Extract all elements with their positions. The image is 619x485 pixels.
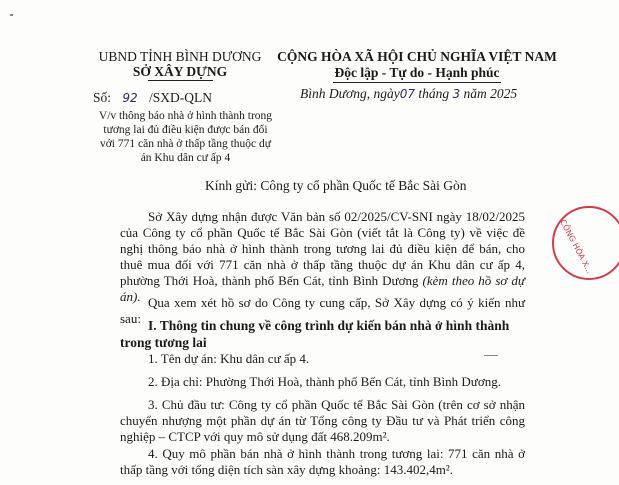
nation-title: CỘNG HÒA XÃ HỘI CHỦ NGHĨA VIỆT NAM — [277, 49, 557, 64]
scan-speck — [484, 355, 498, 356]
document-subject: V/v thông báo nhà ở hình thành trong tương lai đủ điều kiện được bán đối với 771 căn nhà ở thấp tầng thuộc dự án Khu dân cư ấp 4 — [98, 110, 273, 164]
date-day-handwritten: 07 — [399, 87, 415, 101]
stamp-text: CÔNG HÒA X... — [558, 218, 595, 276]
date-month-handwritten: 3 — [452, 87, 461, 101]
list-item-1: 1. Tên dự án: Khu dân cư ấp 4. — [148, 351, 310, 366]
list-item-3: 3. Chủ đầu tư: Công ty cổ phần Quốc tế Bắc Sài Gòn (trên cơ sở nhận chuyển nhượng một phần dự án từ Tổng công ty Đầu tư và Phát triển công nghiệp – CTCP với quy mô sử dụng đất 468.209m². — [120, 397, 525, 444]
date-line — [300, 86, 517, 102]
agency-parent: UBND TỈNH BÌNH DƯƠNG — [98, 49, 262, 64]
section-heading-1: I. Thông tin chung về công trình dự kiến bán nhà ở hình thành trong tương lai — [120, 318, 510, 350]
list-item-2: 2. Địa chỉ: Phường Thới Hoà, thành phố Bến Cát, tỉnh Bình Dương. — [148, 374, 501, 389]
scan-speck — [10, 14, 13, 16]
agency-name: SỞ XÂY DỰNG — [132, 64, 228, 79]
number-suffix: /SXD-QLN — [149, 90, 213, 105]
number-prefix: Số: — [93, 90, 112, 105]
date-year: năm 2025 — [463, 86, 518, 101]
paragraph-1 — [120, 209, 525, 305]
paragraph-2: Qua xem xét hồ sơ do Công ty cung cấp, Sở Xây dựng có ý kiến như sau: — [120, 295, 525, 326]
document-number — [93, 90, 212, 106]
number-handwritten: 92 — [122, 91, 138, 105]
motto: Độc lập - Tự do - Hạnh phúc — [334, 65, 500, 80]
list-item-4: 4. Quy mô phần bán nhà ở hình thành trong tương lai: 771 căn nhà ở thấp tầng với tổng diện tích sàn xây dựng khoảng: 143.402,4m². — [120, 446, 525, 477]
paragraph-1-italic: (kèm theo hồ sơ dự án). — [120, 273, 526, 304]
date-month-label: tháng — [418, 86, 450, 101]
date-place: Bình Dương, ngày — [300, 86, 400, 101]
greeting: Kính gửi: Công ty cổ phần Quốc tế Bắc Sài Gòn — [205, 178, 467, 193]
agency-underline — [148, 80, 213, 81]
paragraph-1-text: Sở Xây dựng nhận được Văn bản số 02/2025/CV-SNI ngày 18/02/2025 của Công ty cổ phần Quốc tế Bắc Sài Gòn (viết tắt là Công ty) về việc đề nghị thông báo nhà ở hình thành trong tương lai đủ điều kiện để bán, cho thuê mua đối với 771 căn nhà ở thấp tầng thuộc dự án Khu dân cư ấp 4, phường Thới Hoà, thành phố Bến Cát, tỉnh Bình Dương — [120, 209, 525, 288]
motto-underline — [333, 82, 501, 83]
